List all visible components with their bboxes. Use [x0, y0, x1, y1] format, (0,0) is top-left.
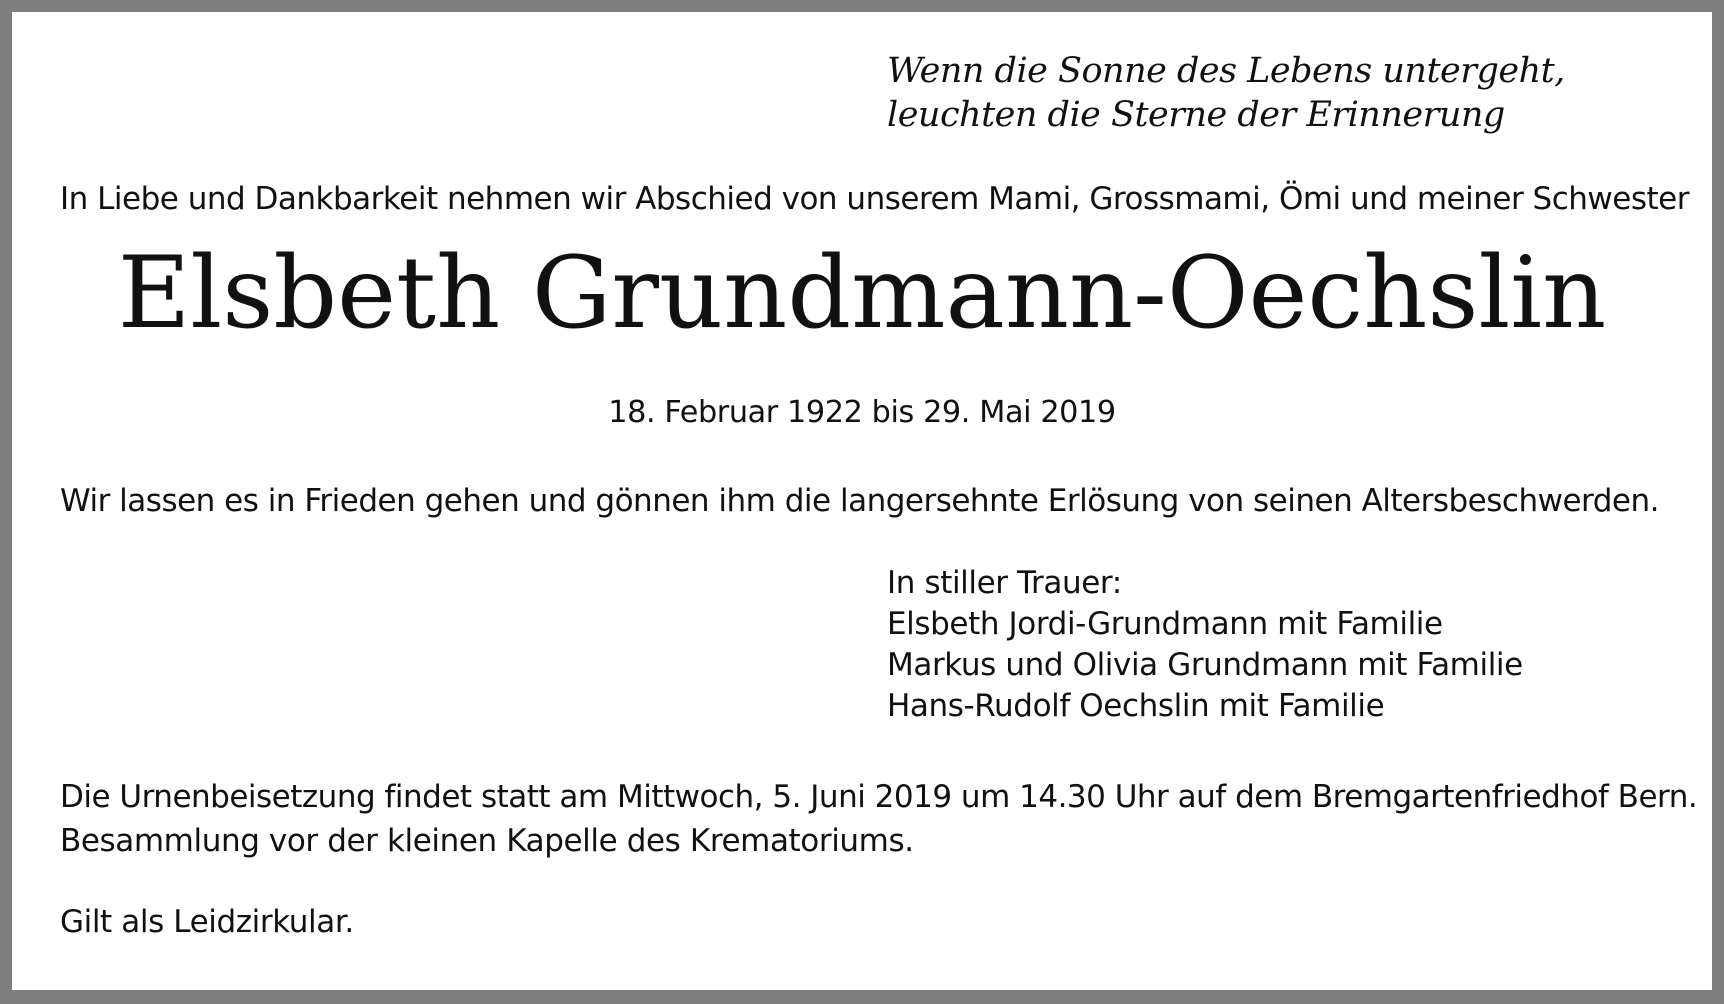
- life-dates: 18. Februar 1922 bis 29. Mai 2019: [608, 395, 1116, 430]
- mourners-heading: In stiller Trauer:: [887, 565, 1122, 601]
- mourner-name: Elsbeth Jordi-Grundmann mit Familie: [887, 606, 1443, 642]
- mourner-name: Hans-Rudolf Oechslin mit Familie: [887, 688, 1385, 724]
- deceased-name: Elsbeth Grundmann-Oechslin: [117, 236, 1607, 351]
- intro-text: In Liebe und Dankbarkeit nehmen wir Abschied von unserem Mami, Grossmami, Ömi und meiner Schwester: [60, 181, 1689, 217]
- obituary-card: [12, 12, 1712, 990]
- circular-note: Gilt als Leidzirkular.: [60, 904, 354, 940]
- quote-line-2: leuchten die Sterne der Erinnerung: [887, 95, 1505, 135]
- gathering-note: Besammlung vor der kleinen Kapelle des Krematoriums.: [60, 823, 914, 859]
- quote-line-1: Wenn die Sonne des Lebens untergeht,: [887, 51, 1565, 91]
- farewell-text: Wir lassen es in Frieden gehen und gönnen ihm die langersehnte Erlösung von seinen Altersbeschwerden.: [60, 483, 1659, 519]
- mourner-name: Markus und Olivia Grundmann mit Familie: [887, 647, 1523, 683]
- burial-announcement: Die Urnenbeisetzung findet statt am Mittwoch, 5. Juni 2019 um 14.30 Uhr auf dem Bremgartenfriedhof Bern.: [60, 779, 1698, 815]
